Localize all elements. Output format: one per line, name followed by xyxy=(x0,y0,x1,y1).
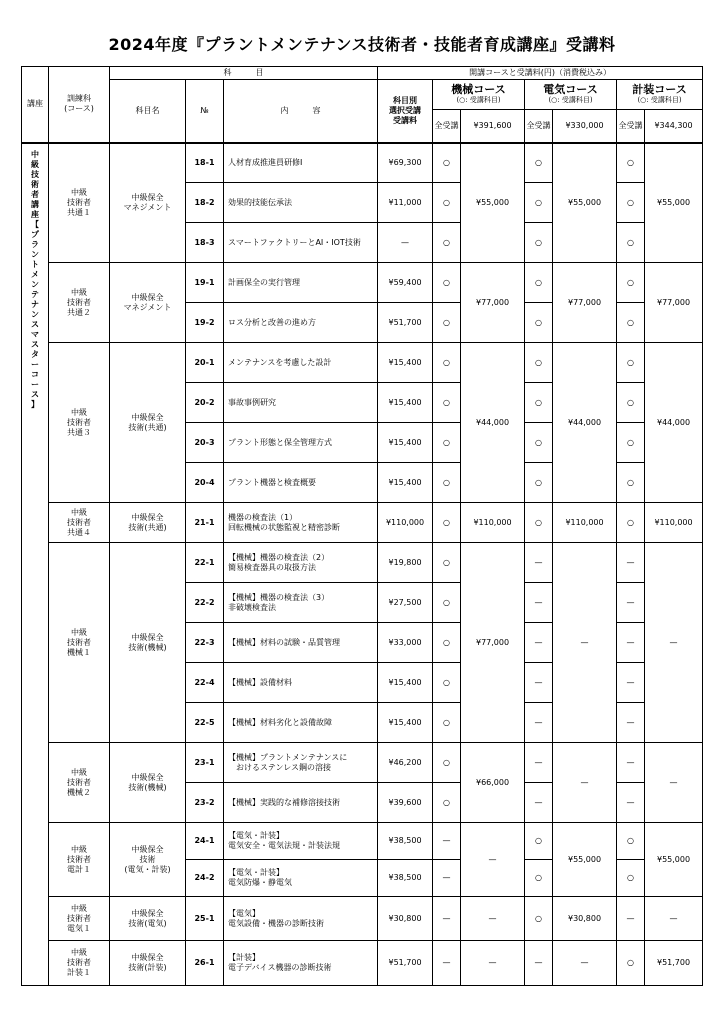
mark-elec: ○ xyxy=(525,897,553,941)
zen-label-elec: 全受講 xyxy=(525,110,553,143)
course-number: 20-2 xyxy=(186,383,224,423)
mark-elec: — xyxy=(525,783,553,823)
mark-elec: — xyxy=(525,703,553,743)
mark-mech: ○ xyxy=(433,663,461,703)
select-fee: ¥38,500 xyxy=(378,823,433,860)
mark-inst: — xyxy=(617,897,645,941)
mark-inst: ○ xyxy=(617,941,645,986)
bundle-fee-mech: ¥55,000 xyxy=(461,143,525,263)
mark-elec: — xyxy=(525,941,553,986)
mark-inst: — xyxy=(617,743,645,783)
table-row xyxy=(22,503,703,543)
kouza-label-char: ー xyxy=(31,379,39,389)
mark-inst: ○ xyxy=(617,860,645,897)
mark-mech: ○ xyxy=(433,463,461,503)
kouza-label-char: ン xyxy=(31,249,39,259)
kouza-label-char: ー xyxy=(31,359,39,369)
course-content: ロス分析と改善の進め方 xyxy=(224,303,378,343)
course-name-inst: 計装コース xyxy=(632,83,687,97)
header-no: № xyxy=(186,80,224,143)
mark-elec: ○ xyxy=(525,503,553,543)
mark-inst: ○ xyxy=(617,263,645,303)
bundle-fee-inst: — xyxy=(645,543,703,743)
mark-elec: ○ xyxy=(525,263,553,303)
course-note-elec: (○: 受講科目) xyxy=(548,96,593,105)
course-number: 22-5 xyxy=(186,703,224,743)
mark-mech: ○ xyxy=(433,343,461,383)
subject-name: 中級保全 技術(機械) xyxy=(110,543,186,743)
bundle-fee-mech: ¥77,000 xyxy=(461,543,525,743)
header-kamokumei: 科目名 xyxy=(110,80,186,143)
select-fee: ¥27,500 xyxy=(378,583,433,623)
kouza-label-char: ナ xyxy=(31,299,39,309)
training-course: 中級 技術者 共通４ xyxy=(49,503,110,543)
kouza-label-char: タ xyxy=(31,349,39,359)
course-number: 20-4 xyxy=(186,463,224,503)
subject-name: 中級保全 技術 (電気・計装) xyxy=(110,823,186,897)
mark-elec: ○ xyxy=(525,423,553,463)
course-number: 24-1 xyxy=(186,823,224,860)
course-number: 18-3 xyxy=(186,223,224,263)
bundle-fee-elec: ¥77,000 xyxy=(553,263,617,343)
table-row xyxy=(22,897,703,941)
course-content: 【機械】機器の検査法（2） 簡易検査器具の取扱方法 xyxy=(224,543,378,583)
training-course: 中級 技術者 電計１ xyxy=(49,823,110,897)
training-course: 中級 技術者 共通２ xyxy=(49,263,110,343)
course-content: 【機械】設備材料 xyxy=(224,663,378,703)
bundle-fee-elec: ¥55,000 xyxy=(553,823,617,897)
course-number: 18-2 xyxy=(186,183,224,223)
course-number: 19-2 xyxy=(186,303,224,343)
training-course: 中級 技術者 共通１ xyxy=(49,143,110,263)
mark-mech: ○ xyxy=(433,183,461,223)
mark-elec: ○ xyxy=(525,303,553,343)
table-row xyxy=(22,823,703,860)
course-number: 22-3 xyxy=(186,623,224,663)
course-content: プラント形態と保全管理方式 xyxy=(224,423,378,463)
training-course: 中級 技術者 電気１ xyxy=(49,897,110,941)
mark-mech: ○ xyxy=(433,703,461,743)
course-content: 【機械】プラントメンテナンスに おけるステンレス鋼の溶接 xyxy=(224,743,378,783)
mark-mech: — xyxy=(433,860,461,897)
course-number: 20-1 xyxy=(186,343,224,383)
header-select-fee: 科目別 選択受講 受講料 xyxy=(378,80,433,143)
bundle-fee-elec: ¥30,800 xyxy=(553,897,617,941)
mark-elec: — xyxy=(525,663,553,703)
kouza-label-char: プ xyxy=(31,229,39,239)
mark-inst: ○ xyxy=(617,223,645,263)
mark-inst: — xyxy=(617,783,645,823)
subject-name: 中級保全 技術(共通) xyxy=(110,343,186,503)
kouza-label-char: 座 xyxy=(31,209,39,219)
bundle-fee-elec: ¥55,000 xyxy=(553,143,617,263)
mark-mech: ○ xyxy=(433,783,461,823)
bundle-fee-inst: ¥44,000 xyxy=(645,343,703,503)
course-total-mech: ¥391,600 xyxy=(461,110,525,143)
course-content: 【機械】機器の検査法（3） 非破壊検査法 xyxy=(224,583,378,623)
mark-elec: — xyxy=(525,743,553,783)
course-total-inst: ¥344,300 xyxy=(645,110,703,143)
kouza-label-char: ン xyxy=(31,309,39,319)
kouza-label-char: ス xyxy=(31,339,39,349)
course-content: 人材育成推進員研修Ⅰ xyxy=(224,143,378,183)
select-fee: ¥39,600 xyxy=(378,783,433,823)
subject-name: 中級保全 技術(機械) xyxy=(110,743,186,823)
course-content: プラント機器と検査概要 xyxy=(224,463,378,503)
mark-elec: ○ xyxy=(525,143,553,183)
mark-mech: ○ xyxy=(433,383,461,423)
mark-inst: ○ xyxy=(617,823,645,860)
bundle-fee-mech: — xyxy=(461,941,525,986)
select-fee: ¥69,300 xyxy=(378,143,433,183)
bundle-fee-elec: ¥110,000 xyxy=(553,503,617,543)
course-number: 22-1 xyxy=(186,543,224,583)
zen-label-mech: 全受講 xyxy=(433,110,461,143)
course-number: 25-1 xyxy=(186,897,224,941)
course-number: 22-2 xyxy=(186,583,224,623)
kouza-label-char: 講 xyxy=(31,199,39,209)
course-number: 23-1 xyxy=(186,743,224,783)
course-content: 計画保全の実行管理 xyxy=(224,263,378,303)
subject-name: 中級保全 技術(共通) xyxy=(110,503,186,543)
course-note-inst: (○: 受講科目) xyxy=(637,96,682,105)
table-row xyxy=(22,343,703,383)
mark-mech: — xyxy=(433,941,461,986)
page-title: 2024年度『プラントメンテナンス技術者・技能者育成講座』受講料 xyxy=(108,35,616,54)
bundle-fee-inst: ¥55,000 xyxy=(645,823,703,897)
kouza-label-char: 中 xyxy=(31,149,39,159)
kouza-label-char: 級 xyxy=(31,159,39,169)
course-content: メンテナンスを考慮した設計 xyxy=(224,343,378,383)
mark-mech: ○ xyxy=(433,543,461,583)
select-fee: ¥59,400 xyxy=(378,263,433,303)
mark-inst: — xyxy=(617,583,645,623)
course-total-elec: ¥330,000 xyxy=(553,110,617,143)
header-kamoku: 科 目 xyxy=(110,67,378,80)
mark-mech: ○ xyxy=(433,223,461,263)
header-kouza: 講座 xyxy=(22,67,49,143)
kouza-label-char: ラ xyxy=(31,239,39,249)
bundle-fee-elec: — xyxy=(553,941,617,986)
course-number: 19-1 xyxy=(186,263,224,303)
mark-inst: ○ xyxy=(617,503,645,543)
subject-name: 中級保全 マネジメント xyxy=(110,143,186,263)
kouza-label-char: ス xyxy=(31,389,39,399)
kouza-label-char: ン xyxy=(31,279,39,289)
course-content: 【機械】材料劣化と設備故障 xyxy=(224,703,378,743)
bundle-fee-mech: — xyxy=(461,823,525,897)
kouza-label-char: 】 xyxy=(31,399,39,409)
mark-elec: ○ xyxy=(525,860,553,897)
bundle-fee-inst: ¥51,700 xyxy=(645,941,703,986)
subject-name: 中級保全 技術(電気) xyxy=(110,897,186,941)
mark-elec: ○ xyxy=(525,823,553,860)
kouza-label-char: 技 xyxy=(31,169,39,179)
select-fee: ¥15,400 xyxy=(378,703,433,743)
course-header-mech xyxy=(433,80,525,110)
course-content: 【機械】実践的な補修溶接技術 xyxy=(224,783,378,823)
bundle-fee-inst: ¥110,000 xyxy=(645,503,703,543)
bundle-fee-inst: — xyxy=(645,743,703,823)
course-content: 【機械】材料の試験・品質管理 xyxy=(224,623,378,663)
kouza-label-char: 者 xyxy=(31,189,39,199)
bundle-fee-elec: — xyxy=(553,543,617,743)
select-fee: ¥15,400 xyxy=(378,343,433,383)
header-kunren: 訓練科 (コース) xyxy=(49,67,110,143)
mark-mech: ○ xyxy=(433,623,461,663)
mark-inst: ○ xyxy=(617,343,645,383)
select-fee: ¥46,200 xyxy=(378,743,433,783)
mark-inst: ○ xyxy=(617,383,645,423)
mark-mech: — xyxy=(433,823,461,860)
course-number: 22-4 xyxy=(186,663,224,703)
header-naiyo: 内 容 xyxy=(224,80,378,143)
course-number: 21-1 xyxy=(186,503,224,543)
mark-mech: ○ xyxy=(433,263,461,303)
bundle-fee-elec: ¥44,000 xyxy=(553,343,617,503)
select-fee: ¥33,000 xyxy=(378,623,433,663)
mark-inst: ○ xyxy=(617,303,645,343)
course-content: スマートファクトリーとAI・IOT技術 xyxy=(224,223,378,263)
mark-elec: ○ xyxy=(525,383,553,423)
mark-inst: — xyxy=(617,543,645,583)
select-fee: ¥15,400 xyxy=(378,663,433,703)
subject-name: 中級保全 マネジメント xyxy=(110,263,186,343)
subject-name: 中級保全 技術(計装) xyxy=(110,941,186,986)
mark-inst: — xyxy=(617,623,645,663)
mark-inst: ○ xyxy=(617,143,645,183)
course-number: 26-1 xyxy=(186,941,224,986)
course-number: 24-2 xyxy=(186,860,224,897)
course-note-mech: (○: 受講科目) xyxy=(456,96,501,105)
header-fee-group: 開講コースと受講料(円)（消費税込み） xyxy=(378,67,703,80)
mark-elec: — xyxy=(525,583,553,623)
course-header-inst xyxy=(617,80,703,110)
course-number: 18-1 xyxy=(186,143,224,183)
course-content: 【電気・計装】 電気安全・電気法規・計装法規 xyxy=(224,823,378,860)
mark-elec: ○ xyxy=(525,343,553,383)
bundle-fee-mech: ¥66,000 xyxy=(461,743,525,823)
bundle-fee-mech: ¥110,000 xyxy=(461,503,525,543)
select-fee: ¥30,800 xyxy=(378,897,433,941)
mark-elec: — xyxy=(525,623,553,663)
mark-elec: ○ xyxy=(525,183,553,223)
course-name-mech: 機械コース xyxy=(451,83,506,97)
bundle-fee-mech: ¥44,000 xyxy=(461,343,525,503)
mark-mech: ○ xyxy=(433,303,461,343)
kouza-label-char: マ xyxy=(31,329,39,339)
training-course: 中級 技術者 機械２ xyxy=(49,743,110,823)
table-row xyxy=(22,263,703,303)
course-content: 事故事例研究 xyxy=(224,383,378,423)
kouza-label-char: 【 xyxy=(31,219,39,229)
kouza-label-char: ス xyxy=(31,319,39,329)
zen-label-inst: 全受講 xyxy=(617,110,645,143)
kouza-label-char: メ xyxy=(31,269,39,279)
mark-inst: — xyxy=(617,663,645,703)
bundle-fee-elec: — xyxy=(553,743,617,823)
course-name-elec: 電気コース xyxy=(543,83,598,97)
mark-inst: ○ xyxy=(617,423,645,463)
bundle-fee-inst: ¥55,000 xyxy=(645,143,703,263)
bundle-fee-mech: ¥77,000 xyxy=(461,263,525,343)
select-fee: ¥51,700 xyxy=(378,303,433,343)
select-fee: ¥15,400 xyxy=(378,463,433,503)
kouza-vertical-label xyxy=(22,143,49,986)
course-content: 【電気・計装】 電気防爆・静電気 xyxy=(224,860,378,897)
fee-table xyxy=(21,66,703,986)
table-row xyxy=(22,941,703,986)
bundle-fee-inst: — xyxy=(645,897,703,941)
bundle-fee-inst: ¥77,000 xyxy=(645,263,703,343)
select-fee: ¥11,000 xyxy=(378,183,433,223)
mark-mech: ○ xyxy=(433,743,461,783)
mark-elec: ○ xyxy=(525,463,553,503)
select-fee: ¥19,800 xyxy=(378,543,433,583)
select-fee: ¥51,700 xyxy=(378,941,433,986)
kouza-label-char: ト xyxy=(31,259,39,269)
kouza-label-char: コ xyxy=(31,369,39,379)
bundle-fee-mech: — xyxy=(461,897,525,941)
course-number: 23-2 xyxy=(186,783,224,823)
mark-mech: ○ xyxy=(433,143,461,183)
mark-inst: ○ xyxy=(617,463,645,503)
mark-mech: ○ xyxy=(433,583,461,623)
training-course: 中級 技術者 計装１ xyxy=(49,941,110,986)
mark-inst: ○ xyxy=(617,183,645,223)
table-row xyxy=(22,743,703,783)
kouza-label-char: テ xyxy=(31,289,39,299)
mark-mech: — xyxy=(433,897,461,941)
table-row xyxy=(22,543,703,583)
course-number: 20-3 xyxy=(186,423,224,463)
course-content: 【計装】 電子デバイス機器の診断技術 xyxy=(224,941,378,986)
select-fee: ¥15,400 xyxy=(378,423,433,463)
mark-mech: ○ xyxy=(433,503,461,543)
select-fee: ¥15,400 xyxy=(378,383,433,423)
course-content: 【電気】 電気設備・機器の診断技術 xyxy=(224,897,378,941)
select-fee: — xyxy=(378,223,433,263)
mark-inst: — xyxy=(617,703,645,743)
training-course: 中級 技術者 共通３ xyxy=(49,343,110,503)
course-header-elec xyxy=(525,80,617,110)
mark-mech: ○ xyxy=(433,423,461,463)
select-fee: ¥38,500 xyxy=(378,860,433,897)
course-content: 効果的技能伝承法 xyxy=(224,183,378,223)
course-content: 機器の検査法（1） 回転機械の状態監視と精密診断 xyxy=(224,503,378,543)
kouza-label-char: 術 xyxy=(31,179,39,189)
mark-elec: — xyxy=(525,543,553,583)
select-fee: ¥110,000 xyxy=(378,503,433,543)
mark-elec: ○ xyxy=(525,223,553,263)
training-course: 中級 技術者 機械１ xyxy=(49,543,110,743)
table-row xyxy=(22,143,703,183)
